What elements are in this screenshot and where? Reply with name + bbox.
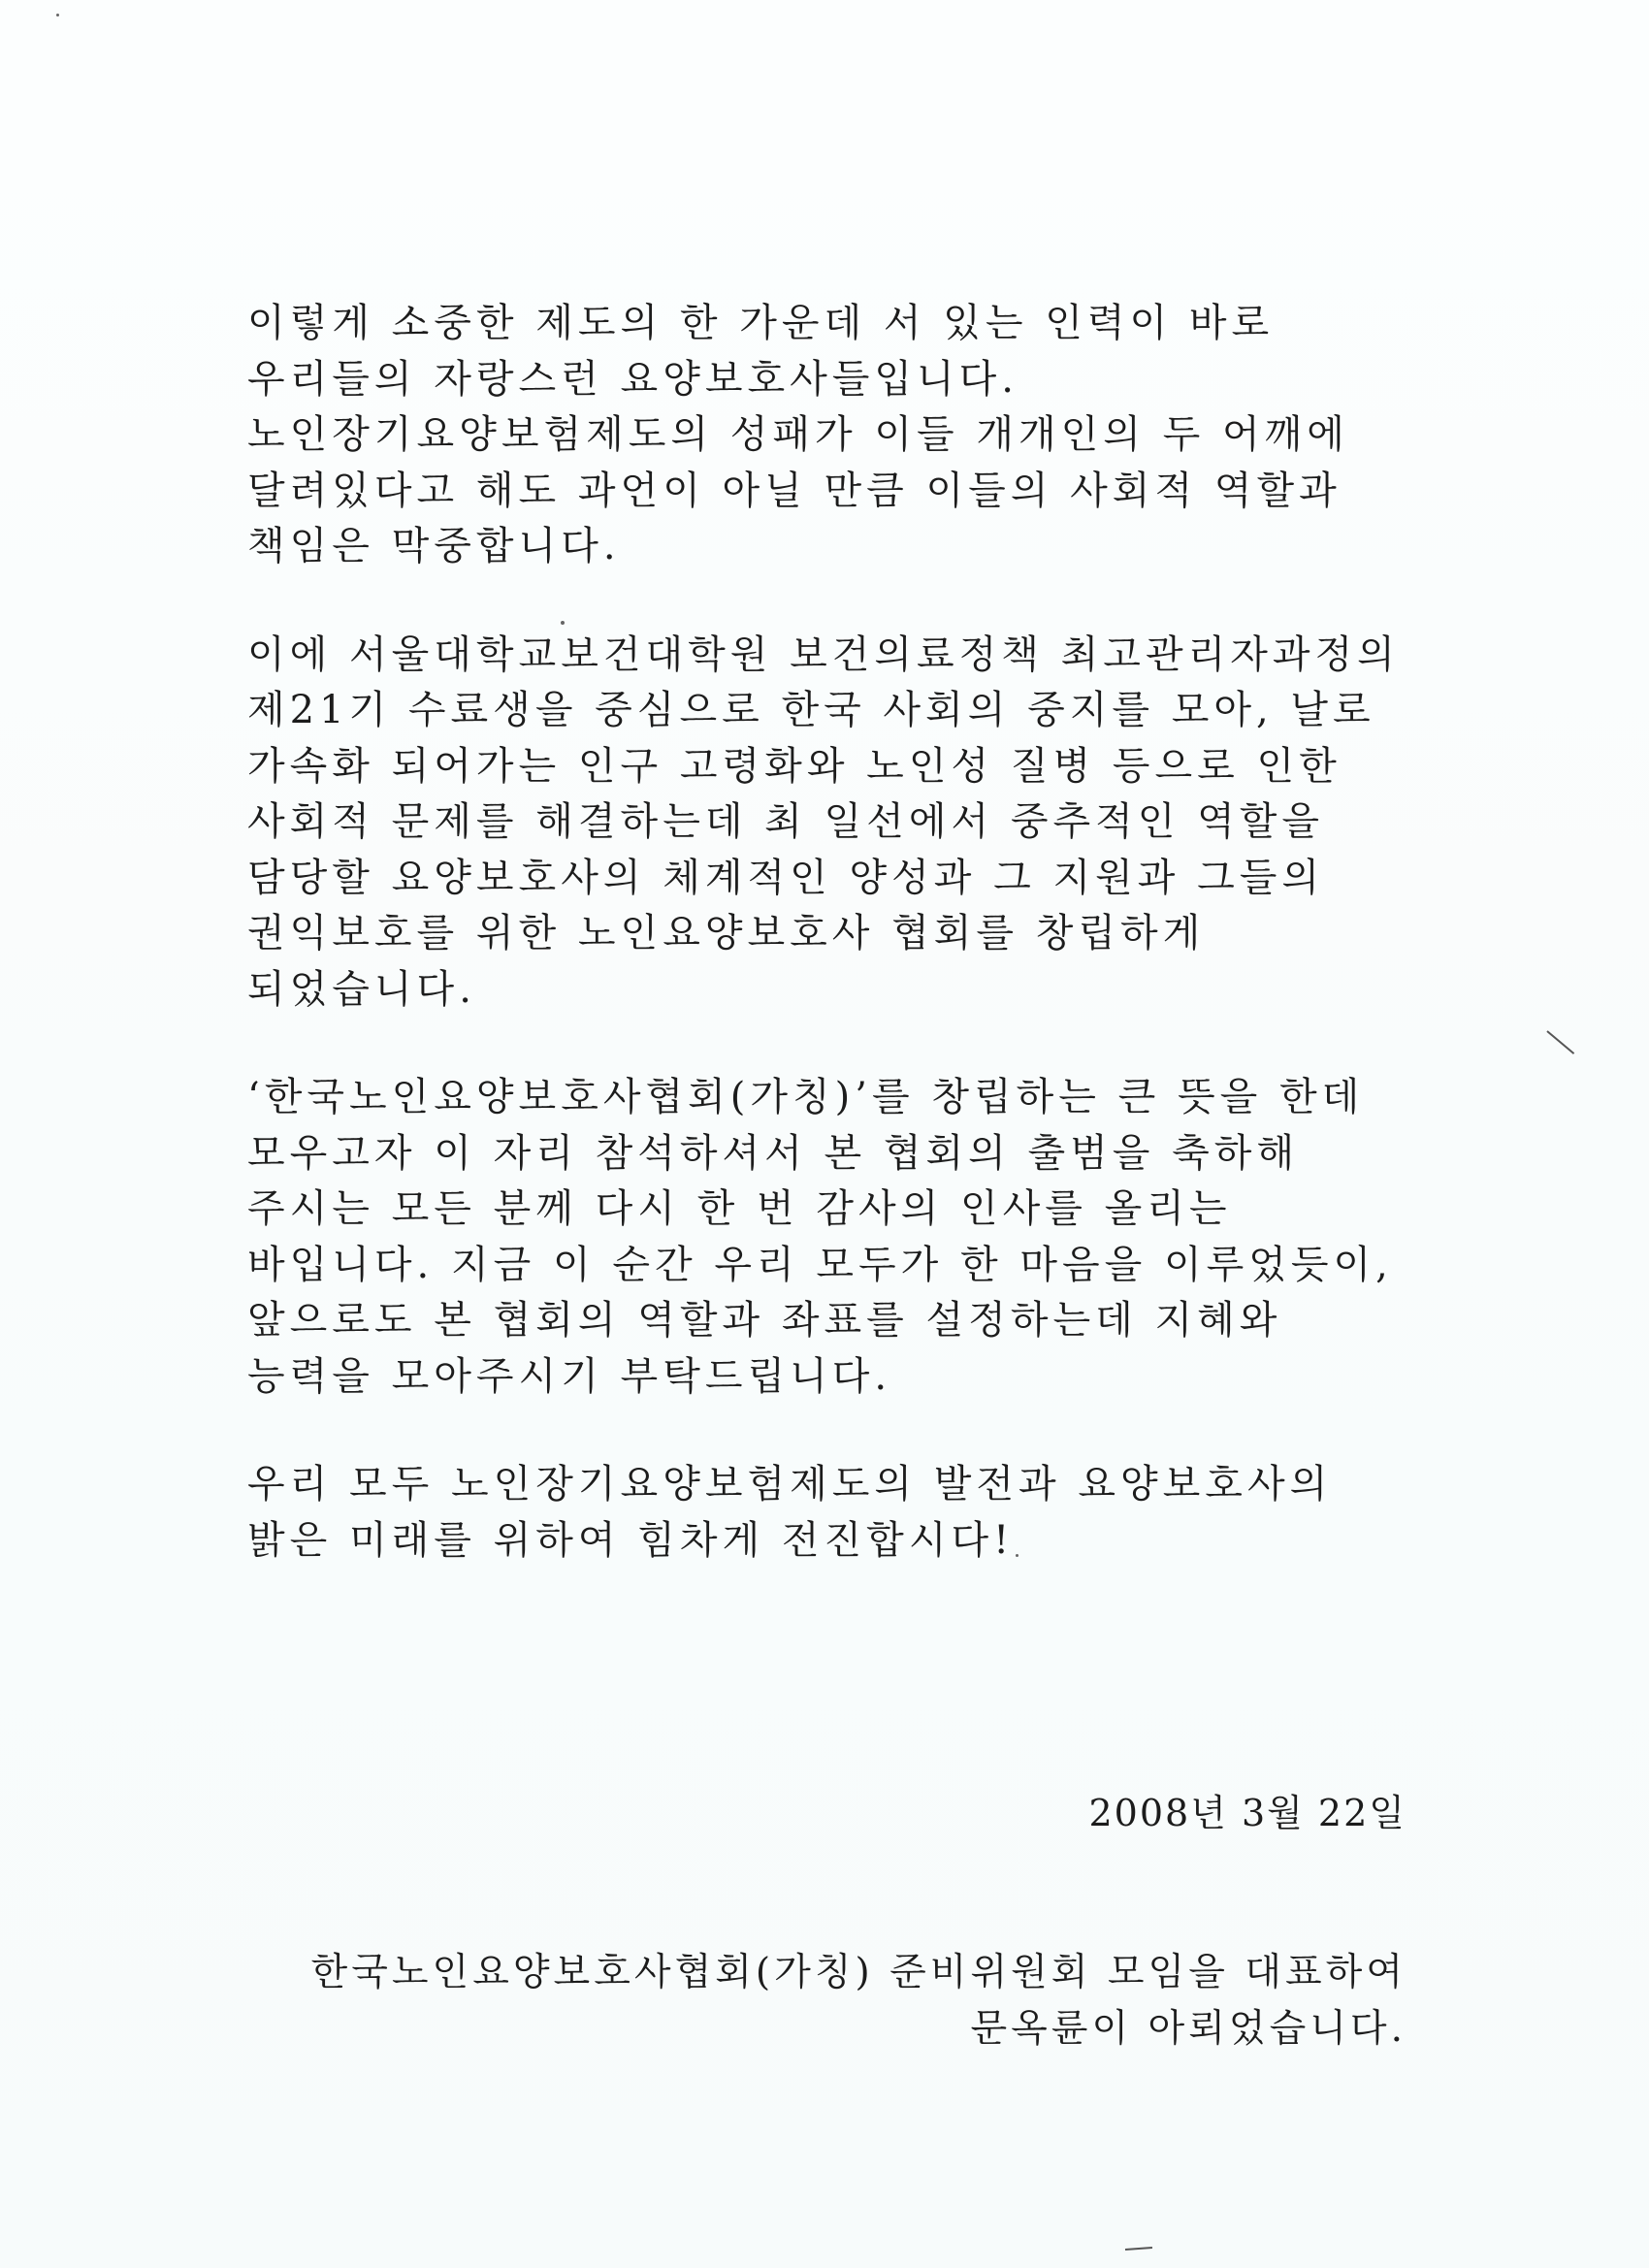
signature-block bbox=[311, 1945, 1406, 2057]
paragraph-2 bbox=[247, 628, 1411, 1019]
text-line: 앞으로도 본 협회의 역할과 좌표를 설정하는데 지혜와 bbox=[247, 1298, 1282, 1343]
text-line: 되었습니다. bbox=[247, 966, 476, 1012]
text-line: 사회적 문제를 해결하는데 최 일선에서 중추적인 역할을 bbox=[247, 799, 1325, 844]
paragraph-4 bbox=[247, 1457, 1411, 1569]
text-line: 능력을 모아주시기 부탁드립니다. bbox=[247, 1353, 892, 1399]
scan-speck bbox=[56, 14, 59, 16]
text-line: 이렇게 소중한 제도의 한 가운데 서 있는 인력이 바로 bbox=[247, 301, 1275, 345]
scan-scratch bbox=[1125, 2247, 1152, 2251]
text-line: 권익보호를 위한 노인요양보호사 협회를 창립하게 bbox=[247, 911, 1206, 956]
paragraph-3 bbox=[247, 1070, 1411, 1405]
text-line: 모우고자 이 자리 참석하셔서 본 협회의 출범을 축하해 bbox=[247, 1130, 1300, 1176]
text-line: 밝은 미래를 위하여 힘차게 전진합시다! bbox=[247, 1517, 1015, 1563]
text-line: 가속화 되어가는 인구 고령화와 노인성 질병 등으로 인한 bbox=[247, 743, 1342, 789]
paragraph-1 bbox=[247, 296, 1411, 575]
scan-speck bbox=[561, 621, 565, 625]
text-line: ‘한국노인요양보호사협회(가칭)’를 창립하는 큰 뜻을 한데 bbox=[247, 1075, 1365, 1119]
text-line: 노인장기요양보험제도의 성패가 이들 개개인의 두 어깨에 bbox=[247, 412, 1349, 457]
scan-speck bbox=[1016, 1554, 1018, 1557]
letter-date: 2008년 3월 22일 bbox=[1088, 1792, 1406, 1834]
letter-body bbox=[247, 296, 1411, 1621]
text-line: 제21기 수료생을 중심으로 한국 사회의 중지를 모아, 날로 bbox=[247, 688, 1375, 732]
text-line: 바입니다. 지금 이 순간 우리 모두가 한 마음을 이루었듯이, bbox=[247, 1242, 1393, 1287]
text-line: 담당할 요양보호사의 체계적인 양성과 그 지원과 그들의 bbox=[247, 855, 1325, 900]
text-line: 이에 서울대학교보건대학원 보건의료정책 최고관리자과정의 bbox=[247, 632, 1400, 677]
signature-line: 한국노인요양보호사협회(가칭) 준비위원회 모임을 대표하여 bbox=[310, 1951, 1406, 1994]
signature-name-line: 문옥륜이 아뢰었습니다. bbox=[970, 2006, 1406, 2051]
text-line: 달려있다고 해도 과언이 아닐 만큼 이들의 사회적 역할과 bbox=[247, 468, 1342, 513]
text-line: 우리 모두 노인장기요양보험제도의 발전과 요양보호사의 bbox=[247, 1462, 1333, 1507]
text-line: 우리들의 자랑스런 요양보호사들입니다. bbox=[247, 356, 1019, 402]
text-line: 주시는 모든 분께 다시 한 번 감사의 인사를 올리는 bbox=[247, 1186, 1232, 1231]
scan-scratch bbox=[1546, 1030, 1574, 1054]
text-line: 책임은 막중합니다. bbox=[247, 524, 621, 568]
